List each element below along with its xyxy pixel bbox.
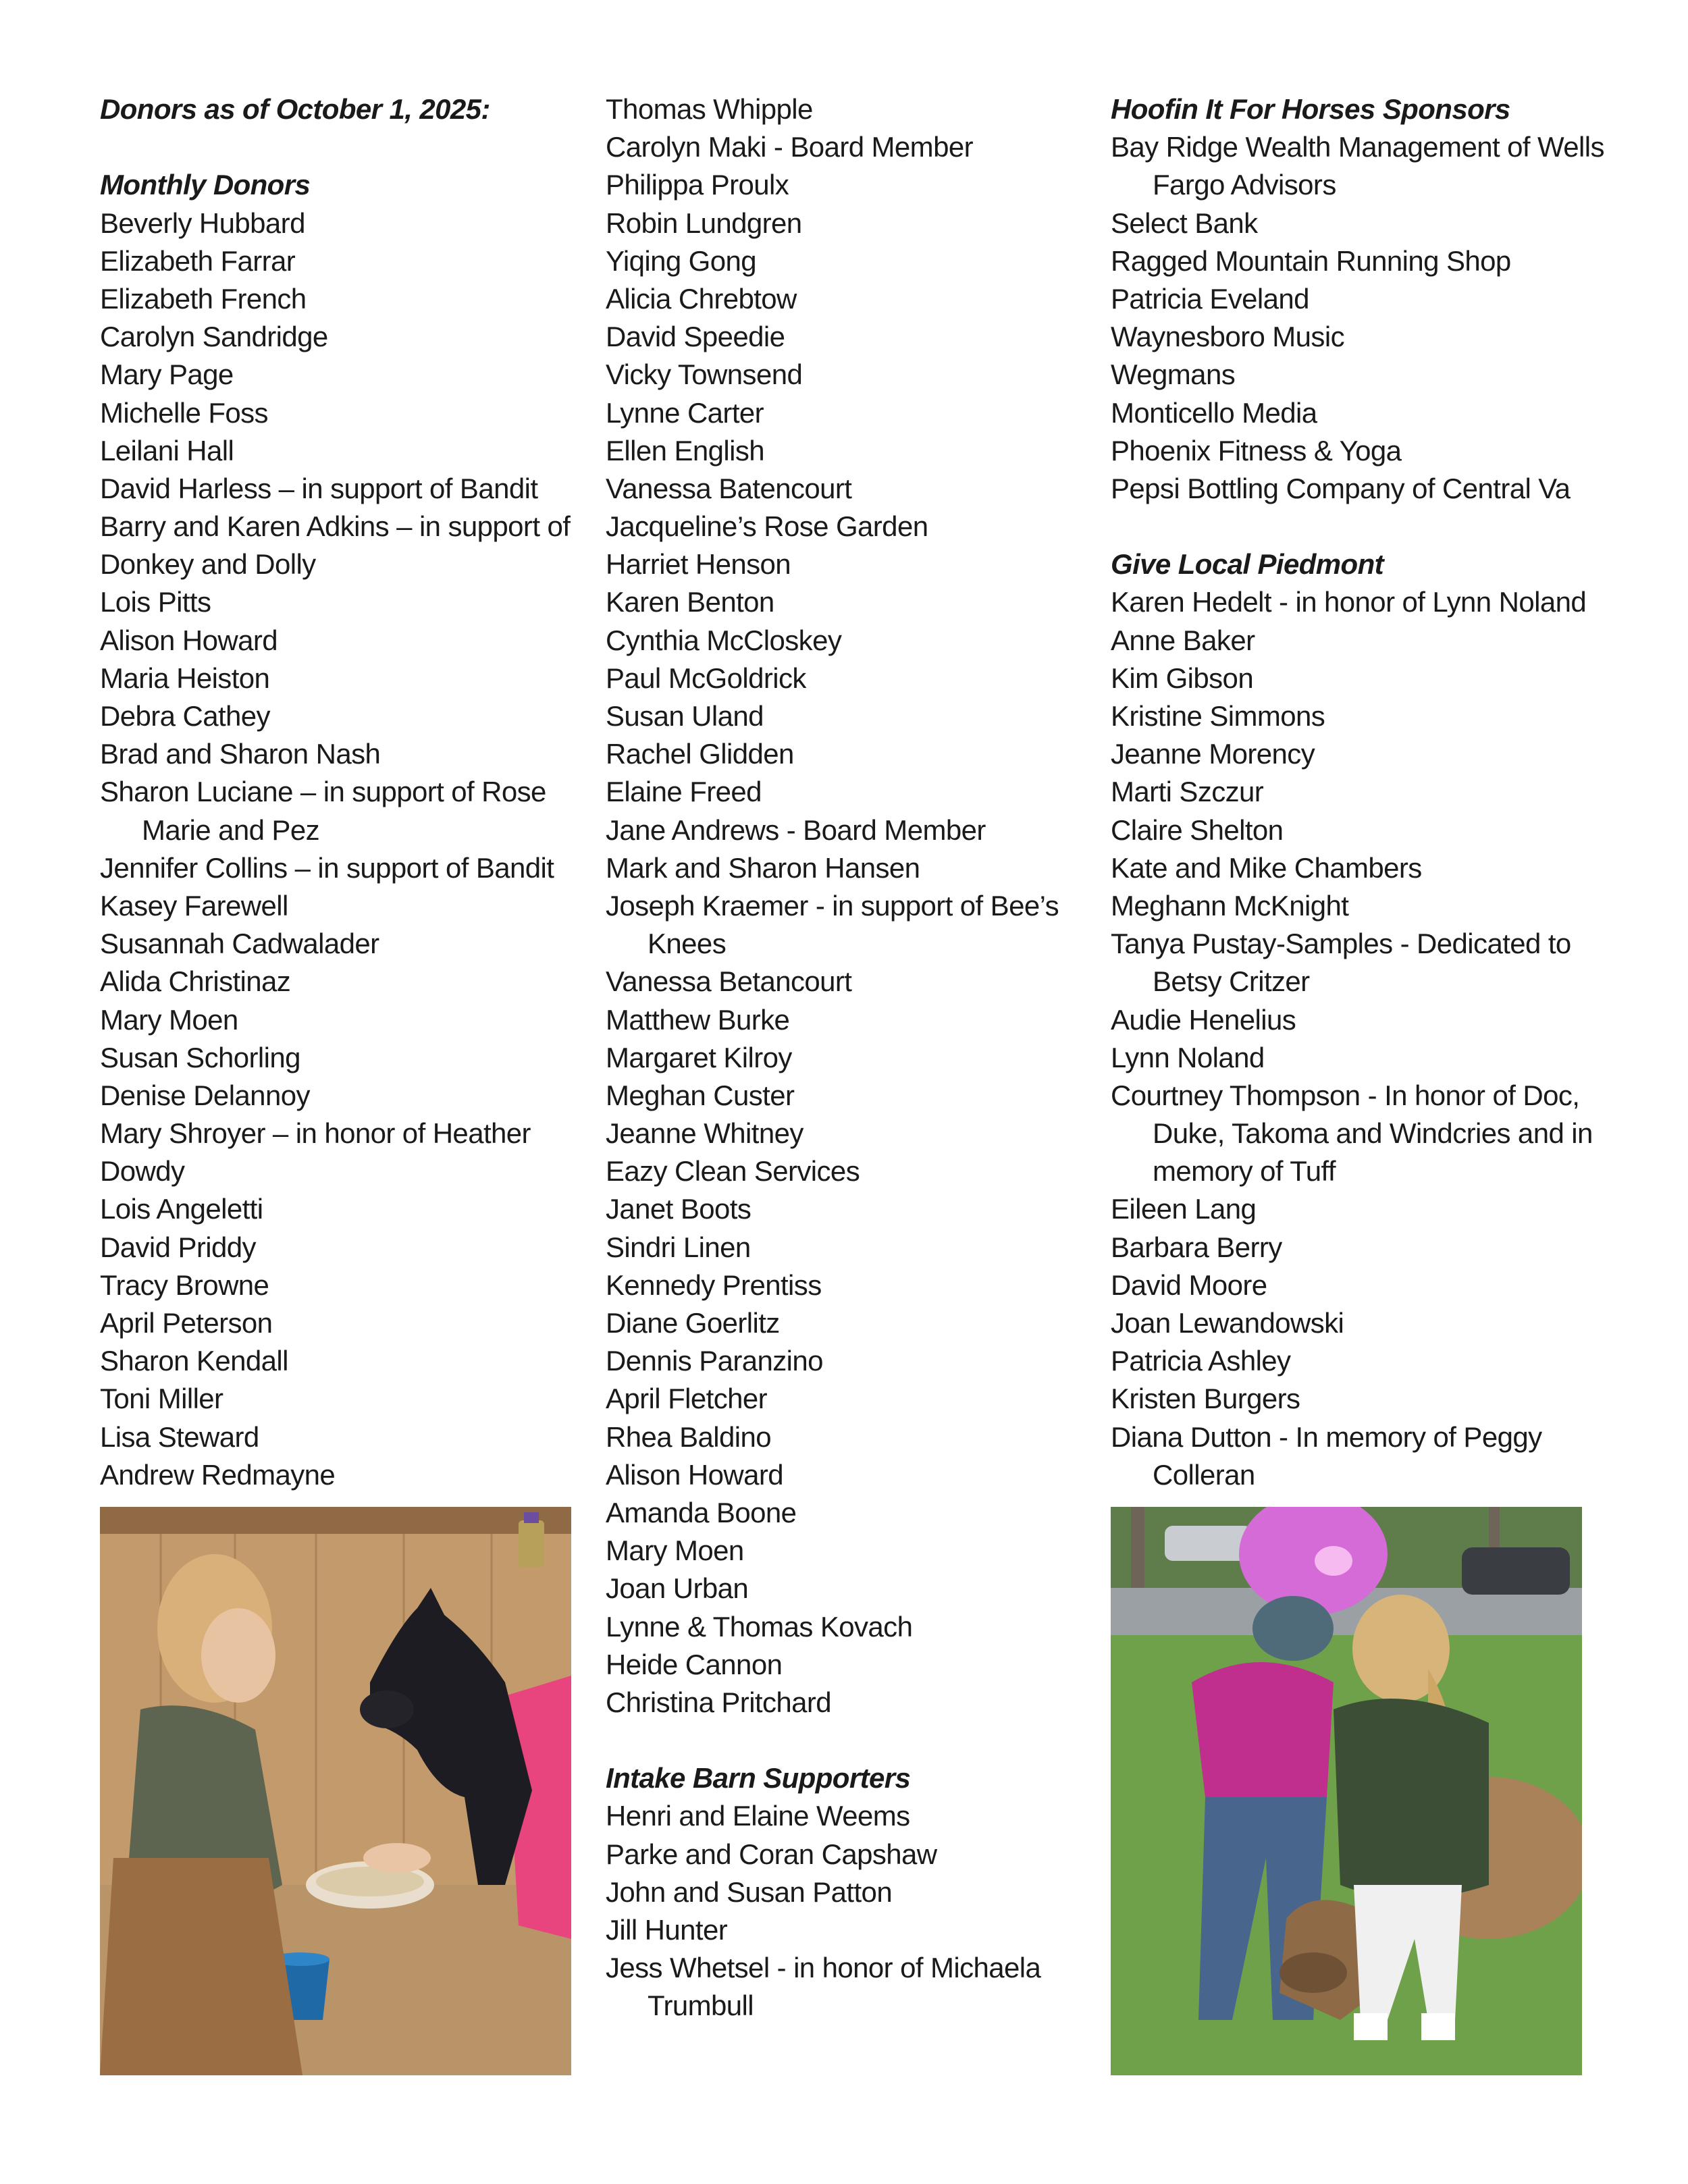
donor-line: Denise Delannoy [100,1079,310,1111]
give-local-heading: Give Local Piedmont [1111,548,1384,581]
donor-line: Diane Goerlitz [606,1307,780,1339]
donor-line: Leilani Hall [100,434,234,467]
donor-line: Lois Pitts [100,586,211,618]
donor-line: April Peterson [100,1307,273,1339]
sponsor-line: Phoenix Fitness & Yoga [1111,434,1402,467]
donor-line: Matthew Burke [606,1003,790,1036]
foal-photo-illustration [100,1507,571,2075]
donor-line: Vicky Townsend [606,358,803,391]
donor-line: Henri and Elaine Weems [606,1800,910,1832]
donor-line: Margaret Kilroy [606,1041,792,1073]
sponsor-line: Bay Ridge Wealth Management of Wells [1111,131,1604,163]
donor-line: Barbara Berry [1111,1231,1282,1263]
donor-line-continued: Marie and Pez [142,814,320,846]
donor-line-continued: Duke, Takoma and Windcries and in [1153,1117,1593,1150]
donor-line: Carolyn Maki - Board Member [606,131,973,163]
donor-line-continued: Betsy Critzer [1153,965,1310,998]
donor-line: Mark and Sharon Hansen [606,851,920,884]
donor-line: Elaine Freed [606,776,762,808]
donor-line-continued: Trumbull [648,1990,754,2022]
donor-line: Donkey and Dolly [100,548,316,581]
column-left [100,90,573,1494]
donor-line: Yiqing Gong [606,244,757,277]
donor-line: Robin Lundgren [606,207,802,239]
donor-line: Michelle Foss [100,396,268,429]
donor-line: Paul McGoldrick [606,662,806,694]
donor-line: Mary Page [100,358,234,391]
donor-line: Vanessa Batencourt [606,472,852,504]
donor-line: Cynthia McCloskey [606,624,842,656]
page-title: Donors as of October 1, 2025: [100,93,490,125]
donor-line: Meghan Custer [606,1079,795,1111]
donor-line: Mary Shroyer – in honor of Heather [100,1117,531,1150]
donor-line: Rhea Baldino [606,1420,771,1453]
spacer [1111,508,1624,545]
donor-line: Thomas Whipple [606,93,813,125]
donor-line: Heide Cannon [606,1648,783,1680]
column-middle [606,90,1078,2025]
donor-line: Harriet Henson [606,548,791,581]
donor-line: Dowdy [100,1155,185,1188]
donor-line: Patricia Ashley [1111,1345,1291,1377]
donor-line: Susannah Cadwalader [100,928,379,960]
donor-line: Debra Cathey [100,700,270,732]
donor-line: Mary Moen [606,1535,744,1567]
donor-line-continued: memory of Tuff [1153,1155,1336,1188]
donor-line: Joseph Kraemer - in support of Bee’s [606,889,1059,922]
intake-barn-heading: Intake Barn Supporters [606,1762,911,1794]
donor-line: Kristine Simmons [1111,700,1325,732]
sponsor-line: Waynesboro Music [1111,321,1344,353]
donor-line: David Speedie [606,321,785,353]
donor-line: John and Susan Patton [606,1875,893,1908]
donor-line: Brad and Sharon Nash [100,738,381,770]
donor-line: Kennedy Prentiss [606,1269,822,1301]
donor-line: Rachel Glidden [606,738,794,770]
donor-line: Alida Christinaz [100,965,291,998]
sponsor-line: Patricia Eveland [1111,282,1309,315]
sponsor-line-continued: Fargo Advisors [1153,169,1336,201]
donor-line: Jennifer Collins – in support of Bandit [100,851,554,884]
donor-line: Lisa Steward [100,1420,259,1453]
sponsor-line: Select Bank [1111,207,1258,239]
donor-line: Elizabeth French [100,282,307,315]
spacer [100,128,573,166]
donor-line: Sindri Linen [606,1231,751,1263]
donor-line: Vanessa Betancourt [606,965,852,998]
donor-line: Marti Szczur [1111,776,1264,808]
donor-line: Joan Urban [606,1572,749,1605]
donor-line: Lynne & Thomas Kovach [606,1610,913,1643]
donor-line: Andrew Redmayne [100,1458,336,1491]
donor-line: Beverly Hubbard [100,207,305,239]
donkey-photo-illustration [1111,1507,1582,2075]
donor-line: Carolyn Sandridge [100,321,328,353]
donor-line: Susan Uland [606,700,764,732]
column-right [1111,90,1624,1494]
sponsor-line: Wegmans [1111,358,1236,391]
donor-line: Sharon Kendall [100,1345,288,1377]
donor-line: Alison Howard [606,1458,783,1491]
donor-line: Lois Angeletti [100,1193,263,1225]
donor-line: Courtney Thompson - In honor of Doc, [1111,1079,1580,1111]
donor-line: Kasey Farewell [100,889,288,922]
donor-line: Anne Baker [1111,624,1255,656]
spacer [606,1722,1078,1759]
photo-children-with-donkey [1111,1507,1582,2075]
sponsor-line: Monticello Media [1111,396,1317,429]
donor-line: Claire Shelton [1111,814,1284,846]
donor-line: Barry and Karen Adkins – in support of [100,510,571,543]
donor-line: Eazy Clean Services [606,1155,860,1188]
donor-line: Alicia Chrebtow [606,282,797,315]
donor-line: Jeanne Whitney [606,1117,803,1150]
donor-line: Karen Benton [606,586,774,618]
donor-line: Audie Henelius [1111,1003,1296,1036]
donor-line: Toni Miller [100,1383,223,1415]
donor-line: Susan Schorling [100,1041,300,1073]
donor-line: Tanya Pustay-Samples - Dedicated to [1111,928,1571,960]
donor-line: Janet Boots [606,1193,751,1225]
donor-line: Meghann McKnight [1111,889,1349,922]
donor-line: Lynn Noland [1111,1041,1265,1073]
donor-line: Lynne Carter [606,396,764,429]
donor-line: Kate and Mike Chambers [1111,851,1422,884]
donor-line: Jane Andrews - Board Member [606,814,986,846]
sponsor-line: Pepsi Bottling Company of Central Va [1111,472,1571,504]
hoofin-sponsors-heading: Hoofin It For Horses Sponsors [1111,93,1510,125]
donor-line: Jill Hunter [606,1914,728,1946]
donor-line: Jacqueline’s Rose Garden [606,510,928,543]
donor-line: Alison Howard [100,624,278,656]
donor-line: David Harless – in support of Bandit [100,472,538,504]
donor-line: Maria Heiston [100,662,270,694]
donor-line: Eileen Lang [1111,1193,1257,1225]
donor-line: Joan Lewandowski [1111,1307,1344,1339]
donor-line: Diana Dutton - In memory of Peggy [1111,1420,1542,1453]
donor-line: Elizabeth Farrar [100,244,296,277]
donor-line: David Priddy [100,1231,256,1263]
donor-line: Dennis Paranzino [606,1345,823,1377]
donor-line: Karen Hedelt - in honor of Lynn Noland [1111,586,1587,618]
donor-line: April Fletcher [606,1383,768,1415]
photo-woman-feeding-foal [100,1507,571,2075]
donor-line: Parke and Coran Capshaw [606,1838,937,1870]
donor-line: Jeanne Morency [1111,738,1315,770]
donor-line: Jess Whetsel - in honor of Michaela [606,1952,1041,1984]
donor-line: David Moore [1111,1269,1267,1301]
donor-line: Philippa Proulx [606,169,789,201]
donor-line: Mary Moen [100,1003,238,1036]
donor-line: Kristen Burgers [1111,1383,1300,1415]
donor-line: Amanda Boone [606,1496,797,1528]
donor-line: Christina Pritchard [606,1686,832,1718]
donor-line: Kim Gibson [1111,662,1254,694]
donor-line-continued: Knees [648,928,727,960]
donor-line-continued: Colleran [1153,1458,1255,1491]
donor-line: Sharon Luciane – in support of Rose [100,776,546,808]
donor-line: Tracy Browne [100,1269,269,1301]
monthly-donors-heading: Monthly Donors [100,169,311,201]
sponsor-line: Ragged Mountain Running Shop [1111,244,1511,277]
donor-line: Ellen English [606,434,765,467]
